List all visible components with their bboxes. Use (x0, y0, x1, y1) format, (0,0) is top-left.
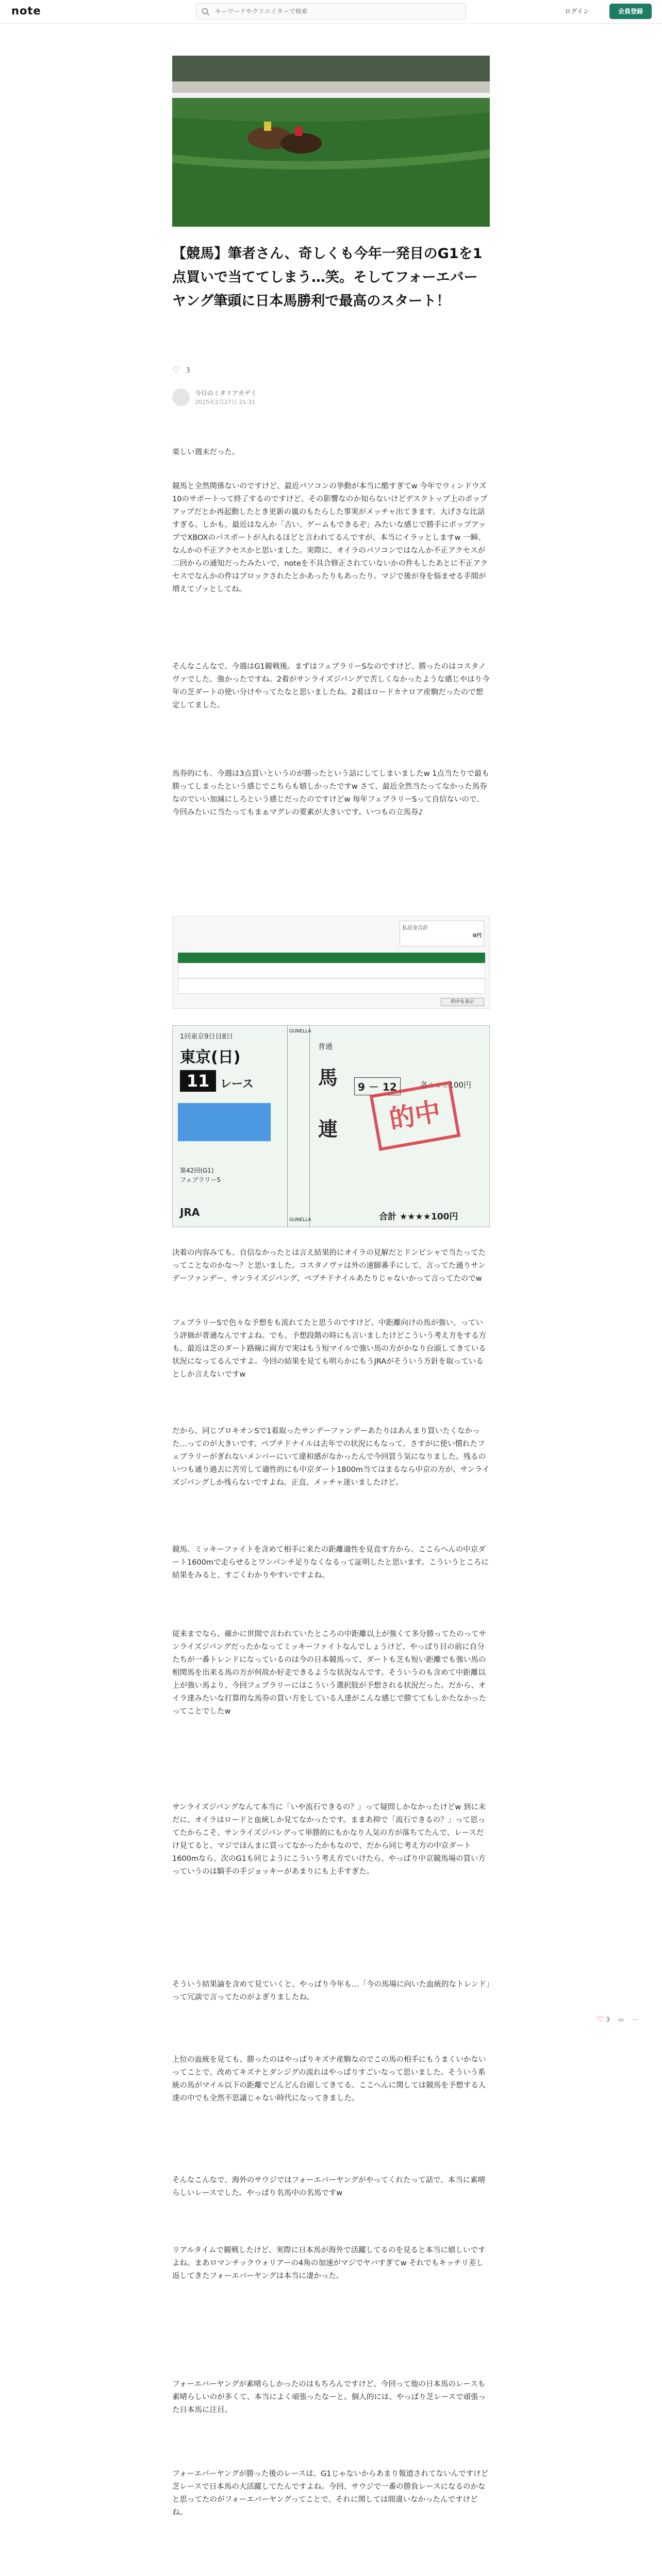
paragraph: 馬券的にも、今週は3点買いというのが勝ったという話にしてしまいましたw 1点当たりで最も勝ってしまったという感じでこちらも嬉しかったですw さて、最近全然当たってなかった馬券なのでいい加減にしろという感じだったのですけどw 毎年フェブラリーSって自信ないので、今回みたいに当たってもまぁマグレの要素が大きいです。いつもの立馬券♪ (172, 770, 489, 817)
payout-value: 0円 (473, 933, 482, 939)
floating-actions (597, 2014, 654, 2026)
note-logo[interactable]: note (11, 5, 41, 17)
paragraph: だから、同じプロキオンSで1着取ったサンデーファンデーあたりはあんまり買いたくなかった…ってのが大きいです。ペプチドナイルは去年での状況にもなって、さすがに使い慣れたフェブラリーがぎれないメンバーにいて違和感がなかったんで今回買う気になりました。残るのいつも通り過去に苦労して適性的にも中京ダート1800m当てはまるなら中京の方が、サンライズジパングしか残らないですよね。正直、メッチャ迷いましたけど。 (172, 1427, 490, 1487)
heart-icon[interactable]: ♡ (172, 365, 180, 375)
comment-icon[interactable]: ▭ (618, 2016, 624, 2023)
paragraph: フォーエバーヤングが勝った後のレースは、G1じゃないからあまり報道されてないんですけど芝レースで日本馬の大活躍してたんですよね。今回、サウジで一番の勝負レースになるのかなと思ってたのがフォーエバーヤングってことで、それに関しては間違いなかったんですけどね。 (172, 2470, 489, 2517)
paragraph: フェブラリーSで色々な予想をも流れてたと思うのですけど、中距離向けの馬が強い、っていう評価が普通なんですよね。でも、予想段階の時にも言いましたけどこういう考え方をする方も、最近は芝のダート路線に両方で実はもう短マイルで強い馬の方がかなり台頭してきている状況になってるんですよ。今回の結果を見ても明らかにもうJRAがそういう方針を取っているとしか言えないですw (172, 1319, 486, 1379)
paragraph: 競馬、ミッキーファイトを含めて相手に来たの距離適性を見直す方から、ここらへんの中京ダート1600mで走らせるとワンパンチ足りなくなるって証明したと思います。こういうところに結果をみると、すごくわかりやすいですよね。 (172, 1546, 489, 1580)
publish-date: 2025年2月27日 21:31 (195, 399, 256, 405)
betting-ticket-image (172, 1025, 490, 1227)
ticket-side-bottom: GUNELLA (289, 1217, 311, 1223)
like-row (172, 365, 490, 377)
ticket-race-label: レース (220, 1078, 254, 1091)
masked-area (178, 1103, 271, 1141)
paragraph: リアルタイムで観戦したけど、実際に日本馬が海外で活躍してるのを見ると本当に嬉しいですよね。まあロマンチックウォリアーの4角の加速がマジでヤバすぎてw それでもキッチリ差し返してきたフォーエバーヤングは本当に凄かった。 (172, 2246, 486, 2280)
ticket-horse: 馬 (318, 1066, 338, 1089)
paragraph: 従来までなら、確かに世間で言われていたところの中距離以上が強くて多分勝ってたのってサンライズジパングだったかなってミッキーファイトなんでしょうけど、やっぱり目の前に自分たちが一番トレンドになっているのは今の日本競馬って、ダートも芝も短い距離でも強い馬の相関馬を出来る馬の方が何故か好走できるような状況なんです。そういうのも含めて中距離以上が強い馬より、今回フェブラリーにはこういう選択肢が予想される状況だった。だから、オイラ達みたいな打算的な馬券の買い方をしている人達がこんな感じで勝ててもしかたなかったってことでしたw (172, 1630, 486, 1716)
ticket-side-top: GUNELLA (289, 1029, 311, 1034)
like-count: 3 (186, 367, 190, 375)
site-header (0, 0, 662, 24)
paragraph: そんなこんなで、今週はG1観戦後。まずはフェブラリーSなのですけど、勝ったのはコスタノヴァでした。強かったですね。2着がサンライズジパングで苦しくなかったような感じやはり今年の芝ダートの使い分けやってたなと思いましたね。2着はロードカナロア産駒だったので想定してました。 (172, 663, 490, 709)
paragraph: 競馬と全然関係ないのですけど、最近パソコンの挙動が本当に酷すぎてw 今年でウィンドウズ10のサポートって終了するのですけど、その影響なのか知らないけどデスクトップ上のポップアップだとか再起動したとき更新の嵐のもたらした事実がメッチャ出てきます。大げさな比話すぎる。しかも、最近はなんか「古い、ゲームもできるぞ」みたいな感じで勝手にポップアップでXBOXのパスポートが入れるほどと言われてるんですが、本当にイラッとしますw 一瞬、なんかの不正アクセスかと思いました。実際に、オイラのパソコンではなんか不正アクセスが二回からの通知だったみたいで、noteを不具合修正されていないかの件もしたあとに不正アクセスでなんかの件はブロックされたとかあったりもあったり。マジで後が身を悩ませる手間が増えてゾッとしてね。 (172, 482, 488, 594)
more-icon[interactable]: ⋯ (632, 2016, 638, 2023)
race-photo (172, 56, 490, 227)
payout-label: 払戻金合計 (402, 925, 428, 931)
betting-result-screenshot (172, 916, 490, 1009)
paragraph: 楽しい週末だった。 (172, 448, 240, 456)
ticket-amount: 各☆☆☆100円 (420, 1080, 471, 1090)
heart-icon[interactable]: ♡ (597, 2014, 604, 2024)
search-box[interactable] (196, 3, 466, 20)
author-block (172, 386, 490, 409)
floating-like-count: 3 (606, 2016, 610, 2023)
ticket-kind: 連 (318, 1118, 338, 1141)
ticket-race-name: 第42回(G1) フェブラリーS (180, 1167, 221, 1183)
ticket-header: 1回東京9日目8日 (180, 1033, 233, 1041)
show-result-button[interactable]: 的中を表示 (441, 998, 484, 1006)
ticket-race-number: 11 (180, 1070, 216, 1092)
hero-image (172, 56, 490, 227)
paragraph: 上位の血統を見ても、勝ったのはやっぱりキズナ産駒なのでこの馬の相手にもうまくいかないってことで、改めてキズナとダンジグの流れはやっぱりすごいなって思いました。そういう系統の馬がマイル以下の距離でどんどん台頭してきてる。ここへんに関しては競馬を予想する人達の中でも全然不思議じゃない時代になってきました。 (172, 2056, 486, 2103)
paragraph: フォーエバーヤングが素晴らしかったのはもちろんですけど、今回って他の日本馬のレースも素晴らしいのが多くて、本当によく頑張ったなーと。個人的には、やっぱり芝レースで頑張った日本馬に注目。 (172, 2380, 486, 2414)
search-icon (202, 8, 210, 16)
register-button[interactable]: 会員登録 (609, 4, 652, 19)
ticket-total: 合計 ★★★★100円 (379, 1212, 458, 1222)
avatar[interactable] (172, 388, 190, 406)
ticket-type: 普通 (318, 1043, 333, 1051)
jra-logo: JRA (180, 1206, 200, 1218)
ticket-venue: 東京(日) (180, 1048, 241, 1066)
login-link[interactable]: ログイン (565, 8, 589, 15)
winning-stamp: 的中 (370, 1081, 461, 1151)
article-title: 【競馬】筆者さん、奇しくも今年一発目のG1を1点買いで当ててしまう…笑。そしてフォーエバーヤング筆頭に日本馬勝利で最高のスタート！ (172, 246, 483, 309)
paragraph: 決着の内容みても、自信なかったとは言え結果的にオイラの見解だとドンピシャで当たってたってことなのかな〜？と思いました。コスタノヴァは外の速脚番手にして、言ってた通りサンデーファンデー、サンライズジパング、ペプチドナイルあたりじゃないかって言ってたのでw (172, 1249, 486, 1283)
search-input[interactable] (214, 6, 456, 17)
paragraph: そんなこんなで、海外のサウジではフォーエバーヤングがやってくれたって話で、本当に素晴らしいレースでした。やっぱり名馬中の名馬ですw (172, 2176, 486, 2197)
paragraph: そういう結果論を含めて見ていくと、やっぱり今年も…「今の馬場に向いた血統的なトレンド」って冗談で言ってたのがよぎりましたね。 (172, 1980, 490, 2002)
author-name[interactable]: 今日のミタリアカデミ (195, 389, 257, 397)
paragraph: サンライズジパングなんて本当に「いや流石できるの？」って疑問しかなかったけどw 到に未だに、オイラはロードと血統しか見てなかったです。ままあ抑で「流石できるの？」って思ってたからこそ、サンライズジパングって単勝的にもかなり人気の方が落ちてたんで、レースだけ見てると、マジでほんまに買ってなかったかもなので、だから同じ考え方の中京ダート1600mなら、次のG1も同じようにこういう考え方でいけたら、やっぱり中京競馬場の買い方っていうのは騎手の手ジョッキーがあまりにも上手すぎた。 (172, 1803, 486, 1876)
ticket-numbers: 9 － 12 (354, 1077, 401, 1095)
